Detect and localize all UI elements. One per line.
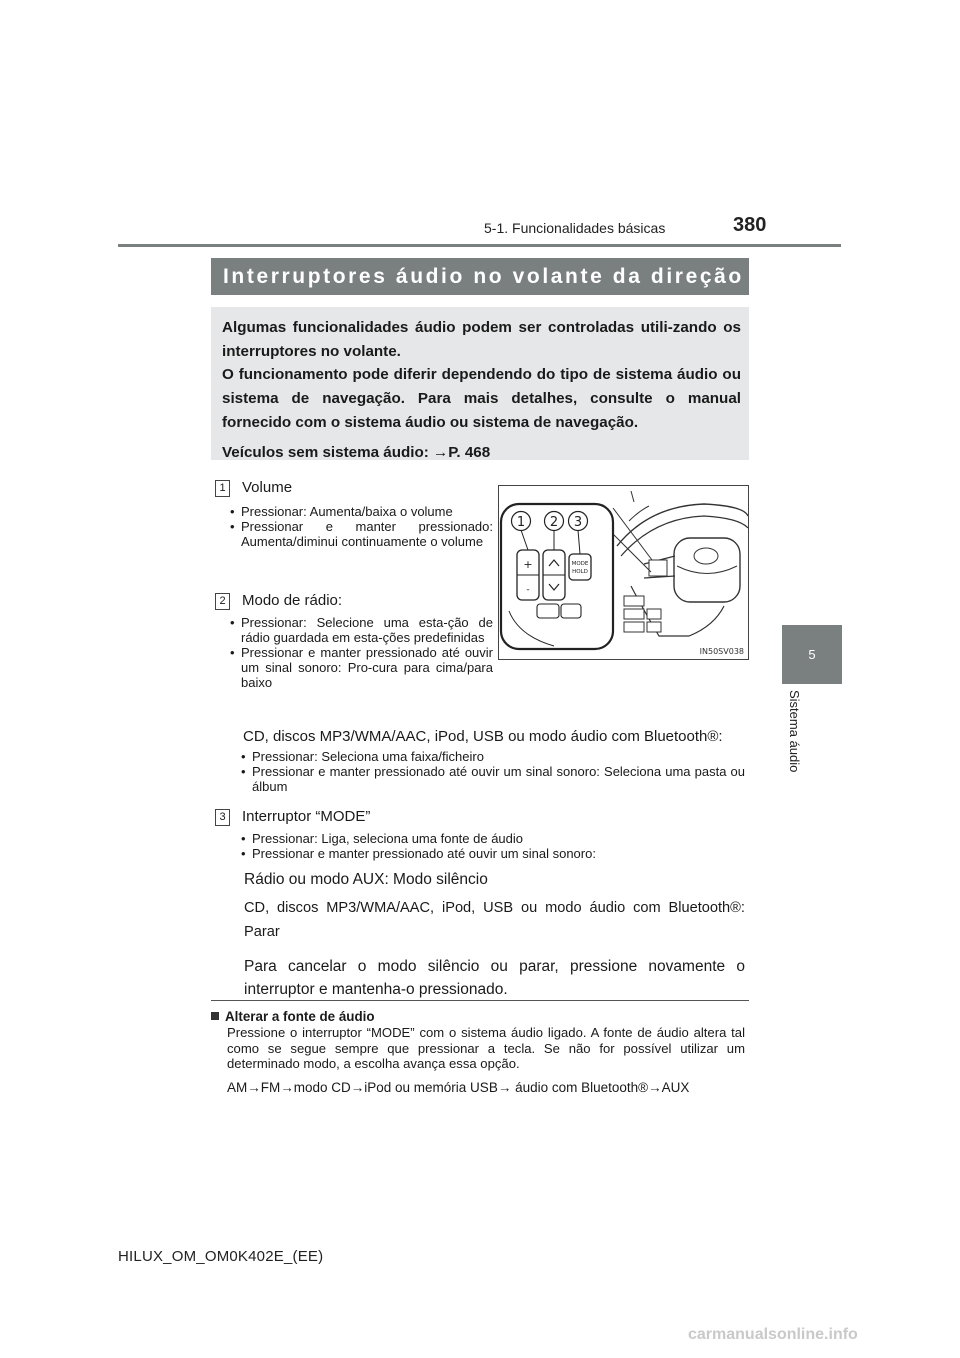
section-title: Interruptores áudio no volante da direção xyxy=(211,258,749,295)
item-radio-mode xyxy=(215,592,493,690)
intro-paragraph-2: O funcionamento pode diferir dependendo do tipo de sistema áudio ou sistema de navegação. Para mais detalhes, consulte o manual fornecido com o sistema áudio ou sistema de navegação. xyxy=(222,366,741,431)
diagram-mode-label: MODE xyxy=(571,561,589,567)
diagram-callout-1: 1 xyxy=(516,515,526,530)
note-heading xyxy=(211,1009,375,1024)
mode-switch-details xyxy=(244,868,745,1001)
cd-mode-heading: CD, discos MP3/WMA/AAC, iPod, USB ou modo áudio com Bluetooth®: xyxy=(243,728,723,745)
note-title: Alterar a fonte de áudio xyxy=(225,1009,375,1024)
intro-paragraph-1: Algumas funcionalidades áudio podem ser controladas utili-zando os interruptores no volante. xyxy=(222,319,741,360)
cd-mode-bullet-list xyxy=(239,749,745,794)
svg-text:+: + xyxy=(523,558,533,571)
item-bullet-list xyxy=(228,504,493,549)
item-number-badge: 1 xyxy=(215,480,230,497)
item-bullet-list xyxy=(239,831,745,861)
item-heading xyxy=(215,592,485,610)
list-item: • Pressionar: Liga, seleciona uma fonte de áudio xyxy=(239,831,745,846)
item-title: Volume xyxy=(242,479,293,496)
page-number: 380 xyxy=(733,214,767,236)
diagram-code: IN50SV038 xyxy=(699,647,744,656)
list-item: • Pressionar e manter pressionado: Aumenta/diminui continuamente o volume xyxy=(228,519,493,549)
item-mode-switch xyxy=(215,808,745,861)
list-item: • Pressionar: Seleciona uma faixa/ficheiro xyxy=(239,749,745,764)
square-bullet-icon xyxy=(211,1012,219,1020)
header-section-title: 5-1. Funcionalidades básicas xyxy=(484,220,666,236)
diagram-callout-3: 3 xyxy=(573,515,583,530)
item-number-badge: 2 xyxy=(215,593,230,610)
item-bullet-list xyxy=(228,615,493,690)
footer-document-code: HILUX_OM_OM0K402E_(EE) xyxy=(118,1248,324,1265)
item-heading xyxy=(215,808,745,826)
watermark-text: carmanualsonline.info xyxy=(688,1326,858,1343)
cancel-instruction-text: Para cancelar o modo silêncio ou parar, pressione novamente o interruptor e mantenha-o pressionado. xyxy=(244,958,745,998)
diagram-hold-label: HOLD xyxy=(572,569,588,575)
list-item: • Pressionar e manter pressionado até ouvir um sinal sonoro: xyxy=(239,846,745,861)
item-title: Modo de rádio: xyxy=(242,592,343,609)
item-title: Interruptor “MODE” xyxy=(242,808,371,825)
svg-text:-: - xyxy=(526,585,530,595)
list-item: • Pressionar e manter pressionado até ouvir um sinal sonoro: Seleciona uma pasta ou álbum xyxy=(239,764,745,794)
chapter-number: 5 xyxy=(808,647,816,662)
steering-switch-diagram xyxy=(498,485,749,660)
note-divider xyxy=(211,1000,749,1001)
header-divider xyxy=(118,244,841,247)
chapter-label: Sistema áudio xyxy=(787,690,802,773)
list-item: • Pressionar: Selecione uma esta-ção de rádio guardada em esta-ções predefinidas xyxy=(228,615,493,645)
item-volume xyxy=(215,479,493,549)
steering-wheel-illustration xyxy=(499,486,748,659)
stop-mode-text: CD, discos MP3/WMA/AAC, iPod, USB ou modo áudio com Bluetooth®: Parar xyxy=(244,900,745,940)
source-sequence: AM→FM→modo CD→iPod ou memória USB→ áudio com Bluetooth®→AUX xyxy=(227,1080,690,1095)
note-body: Pressione o interruptor “MODE” com o sistema áudio ligado. A fonte de áudio altera tal como se segue sempre que pressionar a tecla. Se não for possível utilizar um determinado modo, a escolha avança essa opção. xyxy=(227,1025,745,1071)
chapter-tab[interactable] xyxy=(782,625,842,684)
intro-cross-reference[interactable]: Veículos sem sistema áudio: →P. 468 xyxy=(222,443,491,461)
mute-mode-text: Rádio ou modo AUX: Modo silêncio xyxy=(244,871,488,888)
intro-box xyxy=(211,307,749,460)
list-item: • Pressionar: Aumenta/baixa o volume xyxy=(228,504,493,519)
list-item: • Pressionar e manter pressionado até ouvir um sinal sonoro: Pro-cura para cima/para baixo xyxy=(228,645,493,690)
item-heading xyxy=(215,479,485,497)
chapter-side-label xyxy=(776,690,816,790)
item-number-badge: 3 xyxy=(215,809,230,826)
diagram-callout-2: 2 xyxy=(549,515,559,530)
